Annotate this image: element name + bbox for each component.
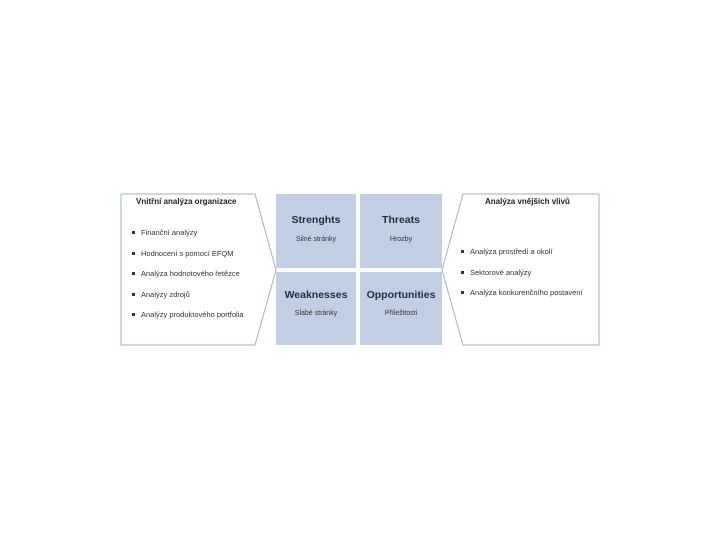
- list-item: Analýzy zdrojů: [131, 290, 244, 311]
- weaknesses-quadrant: [276, 272, 356, 345]
- opportunities-title: Opportunities: [366, 289, 436, 301]
- right-panel-list: [460, 247, 583, 309]
- right-panel-title: Analýza vnějších vlivů: [485, 197, 570, 206]
- list-item: Finanční analýzy: [131, 228, 244, 249]
- weaknesses-subtitle: Slabé stránky: [294, 310, 338, 317]
- list-item: Hodnocení s pomocí EFQM: [131, 249, 244, 270]
- threats-subtitle: Hrozby: [389, 236, 413, 243]
- list-item: Sektorové analýzy: [460, 268, 583, 289]
- left-panel-list: [131, 228, 244, 331]
- strengths-quadrant: [276, 194, 356, 268]
- strengths-subtitle: Silné stránky: [295, 236, 337, 243]
- list-item: Analýza prostředí a okolí: [460, 247, 583, 268]
- list-item: Analýzy produktového portfolia: [131, 310, 244, 331]
- left-panel-title: Vnitřní analýza organizace: [136, 197, 237, 206]
- list-item: Analýza hodnotového řetězce: [131, 269, 244, 290]
- threats-quadrant: [360, 194, 442, 268]
- weaknesses-title: Weaknesses: [284, 289, 348, 301]
- strengths-title: Strenghts: [291, 214, 341, 226]
- opportunities-subtitle: Příležitosti: [384, 310, 418, 317]
- threats-title: Threats: [382, 214, 420, 226]
- list-item: Analýza konkurenčního postavení: [460, 288, 583, 309]
- opportunities-quadrant: [360, 272, 442, 345]
